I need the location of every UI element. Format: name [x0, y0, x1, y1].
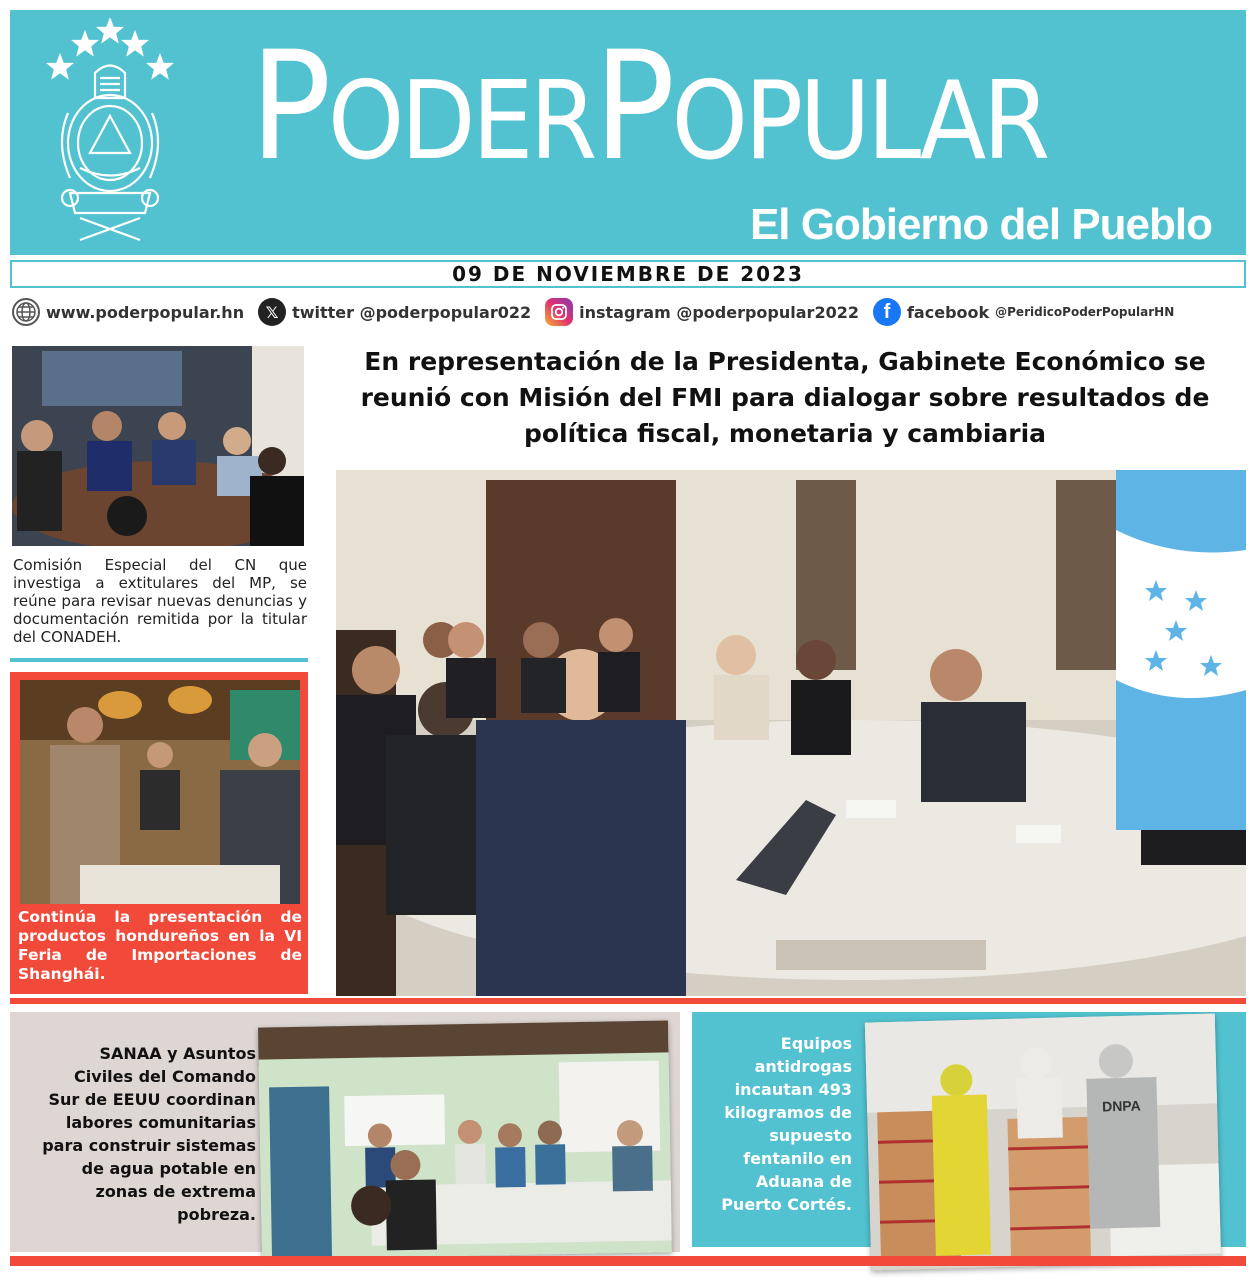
twitter-label: twitter @poderpopular022 — [292, 302, 532, 322]
instagram-icon — [545, 298, 573, 326]
story-shanghai-fair[interactable] — [10, 672, 308, 994]
story-photo — [258, 1020, 672, 1259]
masthead — [10, 10, 1246, 255]
date-bar — [10, 260, 1246, 288]
story-photo — [20, 680, 300, 904]
social-links-row — [12, 296, 1248, 328]
x-icon: 𝕏 — [258, 298, 286, 326]
story-caption: Continúa la presentación de productos hondureños en la VI Feria de Importaciones de Shanghái. — [18, 908, 302, 983]
main-story-photo — [336, 470, 1246, 996]
main-headline[interactable]: En representación de la Presidenta, Gabinete Económico se reunió con Misión del FMI para dialogar sobre resultados de política fiscal, monetaria y cambiaria — [360, 347, 1210, 448]
svg-text:DNPA: DNPA — [1101, 1097, 1141, 1115]
website-label: www.poderpopular.hn — [46, 302, 245, 322]
newspaper-subtitle: El Gobierno del Pueblo — [749, 200, 1212, 249]
instagram-label: instagram @poderpopular2022 — [579, 302, 859, 322]
globe-icon — [12, 298, 40, 326]
facebook-label: facebook — [906, 302, 990, 322]
story-photo — [865, 1013, 1221, 1270]
story-caption: SANAA y Asuntos Civiles del Comando Sur de EEUU coordinan labores comunitarias para construir sistemas de agua potable en zonas de extrema pobreza. — [42, 1044, 256, 1224]
story-caption: Comisión Especial del CN que investiga a extitulares del MP, se reúne para revisar nuevas denuncias y documentación remitida por la titular del CONADEH. — [13, 556, 307, 646]
website-link[interactable] — [12, 298, 244, 326]
story-cn-commission[interactable] — [10, 342, 308, 662]
honduras-flag — [1116, 470, 1246, 830]
instagram-link[interactable] — [545, 298, 859, 326]
facebook-link[interactable] — [873, 298, 1174, 326]
coat-of-arms-logo — [40, 18, 180, 243]
bottom-divider — [10, 1256, 1246, 1266]
story-caption: Equipos antidrogas incautan 493 kilogramos de supuesto fentanilo en Aduana de Puerto Cortés. — [721, 1034, 852, 1214]
story-sanaa[interactable] — [10, 1012, 680, 1252]
newspaper-title: PODERPOPULAR — [250, 20, 1047, 194]
story-photo — [12, 346, 304, 546]
facebook-handle: @PeridicoPoderPopularHN — [995, 305, 1175, 319]
story-antidrogas[interactable] — [692, 1012, 1246, 1247]
issue-date: 09 DE NOVIEMBRE DE 2023 — [452, 262, 804, 286]
facebook-icon: f — [873, 298, 901, 326]
twitter-link[interactable] — [258, 298, 531, 326]
section-divider — [10, 998, 1246, 1004]
